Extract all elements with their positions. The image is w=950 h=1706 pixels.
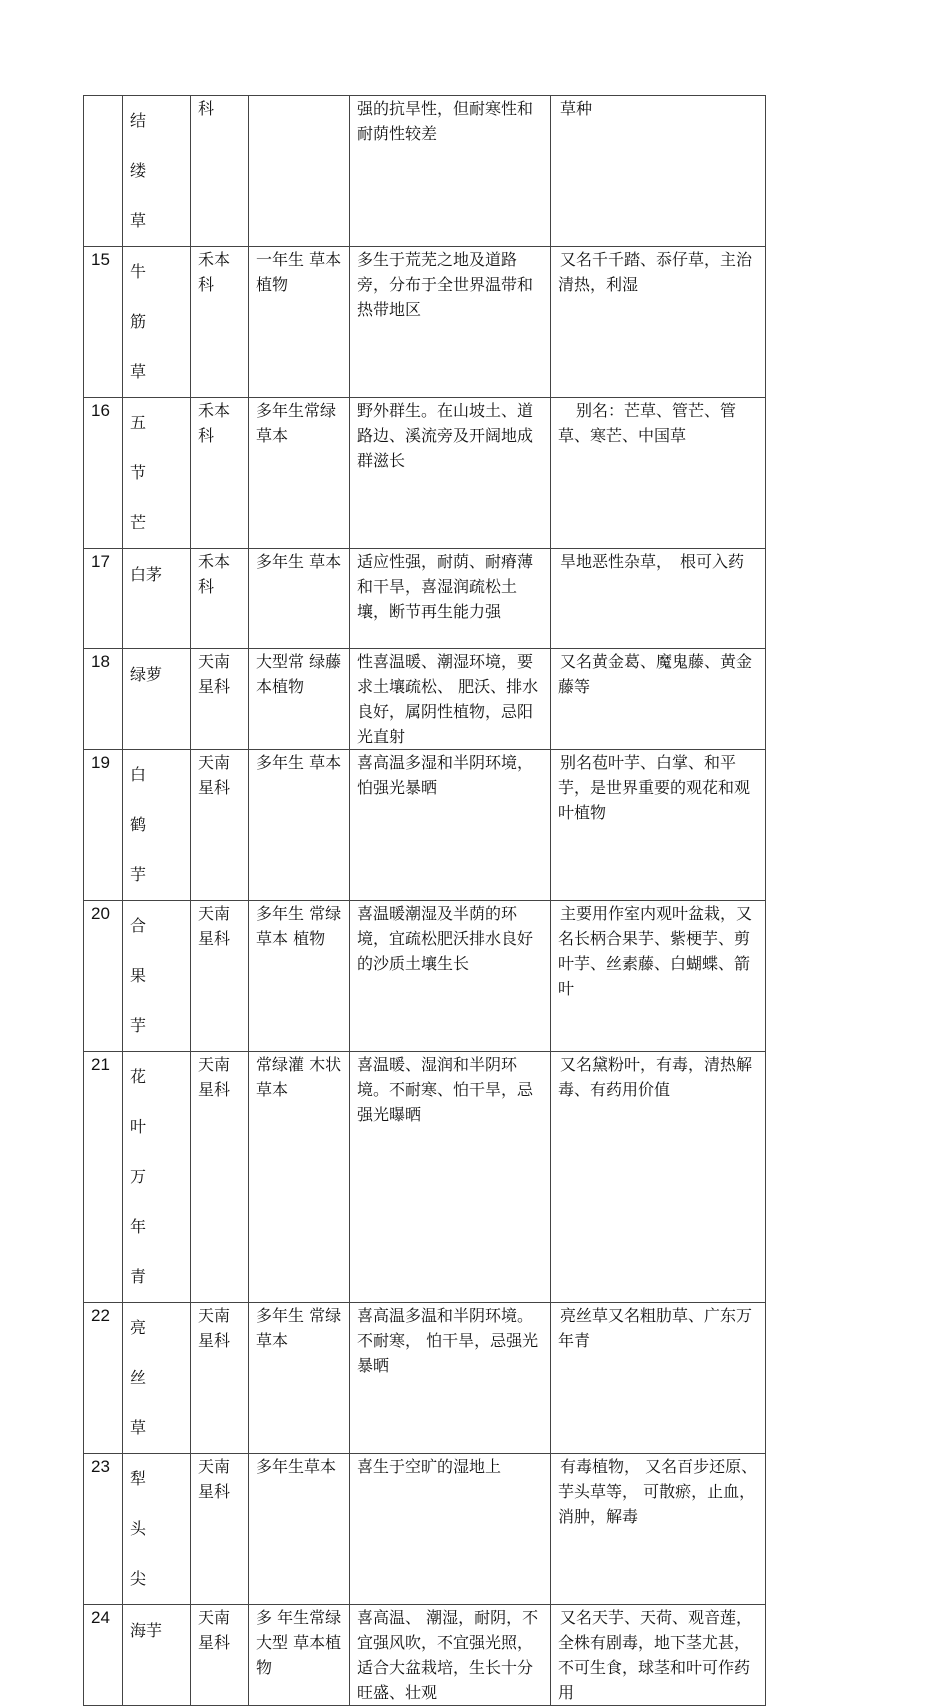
habit-cell xyxy=(350,1052,551,1303)
row-number-cell xyxy=(84,1454,123,1605)
habit-text: 强的抗旱性，但耐寒性和耐荫性较差 xyxy=(357,99,534,143)
plant-name-cell xyxy=(123,549,191,649)
family-cell xyxy=(191,901,249,1052)
notes-text: 有毒植物， 又名百步还原、芋头草等， 可散瘀，止血，消肿，解毒 xyxy=(558,1457,758,1526)
row-number-cell xyxy=(84,247,123,398)
table-row xyxy=(84,398,766,549)
plant-type-cell xyxy=(249,1605,350,1706)
notes-text: 主要用作室内观叶盆栽，又名长柄合果芋、紫梗芋、剪叶芋、丝素藤、白蝴蝶、箭叶 xyxy=(558,904,753,998)
row-number-cell xyxy=(84,750,123,901)
plant-type-cell xyxy=(249,247,350,398)
plant-type-cell xyxy=(249,398,350,549)
notes-cell xyxy=(551,1605,766,1706)
family-text: 天南星科 xyxy=(198,1055,231,1099)
habit-cell xyxy=(350,1454,551,1605)
row-number-cell xyxy=(84,96,123,247)
family-cell xyxy=(191,398,249,549)
table-row xyxy=(84,1303,766,1454)
plant-name-text: 亮丝草 xyxy=(130,1318,161,1437)
notes-text: 又名天芋、天荷、观音莲，全株有剧毒，地下茎尤甚，不可生食，球茎和叶可作药用 xyxy=(558,1608,753,1702)
notes-text: 别名苞叶芋、白掌、和平芋，是世界重要的观花和观叶植物 xyxy=(558,753,751,822)
row-number-text: 22 xyxy=(91,1306,110,1325)
family-text: 天南星科 xyxy=(198,753,231,797)
plant-type-text: 大型常 绿藤本植物 xyxy=(256,652,342,696)
plant-type-text: 多年生 常绿草本 xyxy=(256,1306,342,1350)
notes-cell xyxy=(551,398,766,549)
family-text: 禾本科 xyxy=(198,552,231,596)
row-number-text: 17 xyxy=(91,552,110,571)
plant-type-cell xyxy=(249,649,350,750)
family-cell xyxy=(191,96,249,247)
habit-cell xyxy=(350,96,551,247)
family-text: 天南星科 xyxy=(198,1457,231,1501)
habit-cell xyxy=(350,649,551,750)
plant-name-text: 犁头尖 xyxy=(130,1469,161,1588)
row-number-text: 20 xyxy=(91,904,110,923)
plant-name-text: 白茅 xyxy=(130,565,163,584)
plant-name-text: 海芋 xyxy=(130,1621,163,1640)
habit-text: 喜温暖、湿润和半阴环境。不耐寒、怕干旱，忌强光曝晒 xyxy=(357,1055,534,1124)
family-cell xyxy=(191,1052,249,1303)
row-number-cell xyxy=(84,901,123,1052)
notes-text: 旱地恶性杂草， 根可入药 xyxy=(560,552,745,571)
plant-name-cell xyxy=(123,96,191,247)
habit-cell xyxy=(350,549,551,649)
habit-text: 性喜温暖、潮湿环境，要求土壤疏松、 肥沃、排水良好，属阴性植物，忌阳光直射 xyxy=(357,652,539,746)
notes-text: 亮丝草又名粗肋草、广东万年青 xyxy=(558,1306,753,1350)
plant-type-cell xyxy=(249,1454,350,1605)
family-cell xyxy=(191,649,249,750)
plant-type-text: 多年生 草本 xyxy=(256,753,342,772)
habit-text: 多生于荒芜之地及道路旁，分布于全世界温带和热带地区 xyxy=(357,250,534,319)
notes-cell xyxy=(551,549,766,649)
family-cell xyxy=(191,549,249,649)
table-row xyxy=(84,750,766,901)
table-row xyxy=(84,1052,766,1303)
plant-type-cell xyxy=(249,1052,350,1303)
notes-text: 又名黛粉叶，有毒，清热解毒、有药用价值 xyxy=(558,1055,753,1099)
habit-text: 野外群生。在山坡土、道路边、溪流旁及开阔地成群滋长 xyxy=(357,401,534,470)
row-number-text: 16 xyxy=(91,401,110,420)
plant-name-cell xyxy=(123,1303,191,1454)
row-number-cell xyxy=(84,549,123,649)
plant-type-text: 常绿灌 木状草本 xyxy=(256,1055,342,1099)
family-text: 天南星科 xyxy=(198,904,231,948)
table-row xyxy=(84,247,766,398)
notes-text: 别名：芒草、管芒、管草、寒芒、中国草 xyxy=(558,401,737,445)
habit-text: 喜高温多湿和半阴环境，怕强光暴晒 xyxy=(357,753,534,797)
family-text: 科 xyxy=(198,99,215,118)
plant-type-cell xyxy=(249,750,350,901)
plant-name-cell xyxy=(123,649,191,750)
plant-type-text: 一年生 草本植物 xyxy=(256,250,342,294)
row-number-text: 18 xyxy=(91,652,110,671)
family-cell xyxy=(191,1454,249,1605)
notes-cell xyxy=(551,1052,766,1303)
table-row xyxy=(84,649,766,750)
habit-text: 适应性强，耐荫、耐瘠薄和干旱，喜湿润疏松土壤，断节再生能力强 xyxy=(357,552,534,621)
habit-cell xyxy=(350,750,551,901)
plant-name-cell xyxy=(123,1052,191,1303)
plant-name-cell xyxy=(123,1605,191,1706)
plant-type-cell xyxy=(249,1303,350,1454)
plant-name-text: 结缕草 xyxy=(130,111,161,230)
habit-text: 喜高温多温和半阴环境。不耐寒， 怕干旱，忌强光暴晒 xyxy=(357,1306,539,1375)
table-row xyxy=(84,1605,766,1706)
row-number-text: 21 xyxy=(91,1055,110,1074)
notes-cell xyxy=(551,96,766,247)
plant-name-text: 合果芋 xyxy=(130,916,161,1035)
habit-cell xyxy=(350,398,551,549)
row-number-cell xyxy=(84,1605,123,1706)
notes-cell xyxy=(551,750,766,901)
row-number-text: 24 xyxy=(91,1608,110,1627)
family-text: 天南星科 xyxy=(198,1608,231,1652)
plant-type-cell xyxy=(249,901,350,1052)
plant-name-text: 牛筋草 xyxy=(130,262,161,381)
notes-cell xyxy=(551,901,766,1052)
family-cell xyxy=(191,1303,249,1454)
notes-text: 又名黄金葛、魔鬼藤、黄金藤等 xyxy=(558,652,753,696)
habit-cell xyxy=(350,901,551,1052)
plant-type-text: 多年生 常绿草本 植物 xyxy=(256,904,342,948)
plant-name-cell xyxy=(123,1454,191,1605)
plant-name-text: 白鹤芋 xyxy=(130,765,161,884)
row-number-cell xyxy=(84,1052,123,1303)
habit-cell xyxy=(350,1303,551,1454)
notes-cell xyxy=(551,1454,766,1605)
notes-text: 草种 xyxy=(560,99,593,118)
habit-cell xyxy=(350,247,551,398)
plant-type-cell xyxy=(249,549,350,649)
plant-type-text: 多年生草本 xyxy=(256,1457,337,1476)
family-text: 天南星科 xyxy=(198,1306,231,1350)
habit-text: 喜生于空旷的湿地上 xyxy=(357,1457,502,1476)
family-cell xyxy=(191,1605,249,1706)
plant-name-cell xyxy=(123,398,191,549)
table-row xyxy=(84,549,766,649)
plant-type-cell xyxy=(249,96,350,247)
table-row xyxy=(84,1454,766,1605)
row-number-cell xyxy=(84,1303,123,1454)
habit-text: 喜温暖潮湿及半荫的环境，宜疏松肥沃排水良好的沙质土壤生长 xyxy=(357,904,534,973)
plant-table xyxy=(83,95,766,1706)
family-text: 禾本科 xyxy=(198,401,231,445)
plant-name-text: 花叶万年青 xyxy=(130,1067,161,1286)
row-number-cell xyxy=(84,649,123,750)
plant-table-body xyxy=(84,96,766,1706)
habit-cell xyxy=(350,1605,551,1706)
row-number-text: 19 xyxy=(91,753,110,772)
row-number-text: 15 xyxy=(91,250,110,269)
plant-name-cell xyxy=(123,750,191,901)
row-number-text: 23 xyxy=(91,1457,110,1476)
family-cell xyxy=(191,750,249,901)
plant-name-cell xyxy=(123,901,191,1052)
plant-name-text: 绿萝 xyxy=(130,665,163,684)
habit-text: 喜高温、 潮湿，耐阴，不宜强风吹，不宜强光照，适合大盆栽培，生长十分旺盛、壮观 xyxy=(357,1608,539,1702)
plant-type-text: 多年生 草本 xyxy=(256,552,342,571)
table-row xyxy=(84,96,766,247)
plant-name-cell xyxy=(123,247,191,398)
plant-name-text: 五节芒 xyxy=(130,413,161,532)
notes-cell xyxy=(551,1303,766,1454)
family-text: 天南星科 xyxy=(198,652,231,696)
plant-type-text: 多年生常绿草本 xyxy=(256,401,337,445)
family-text: 禾本科 xyxy=(198,250,231,294)
notes-cell xyxy=(551,649,766,750)
notes-cell xyxy=(551,247,766,398)
row-number-cell xyxy=(84,398,123,549)
family-cell xyxy=(191,247,249,398)
plant-type-text: 多 年生常绿大型 草本植物 xyxy=(256,1608,342,1677)
notes-text: 又名千千踏、忝仔草，主治清热，利湿 xyxy=(558,250,753,294)
table-row xyxy=(84,901,766,1052)
